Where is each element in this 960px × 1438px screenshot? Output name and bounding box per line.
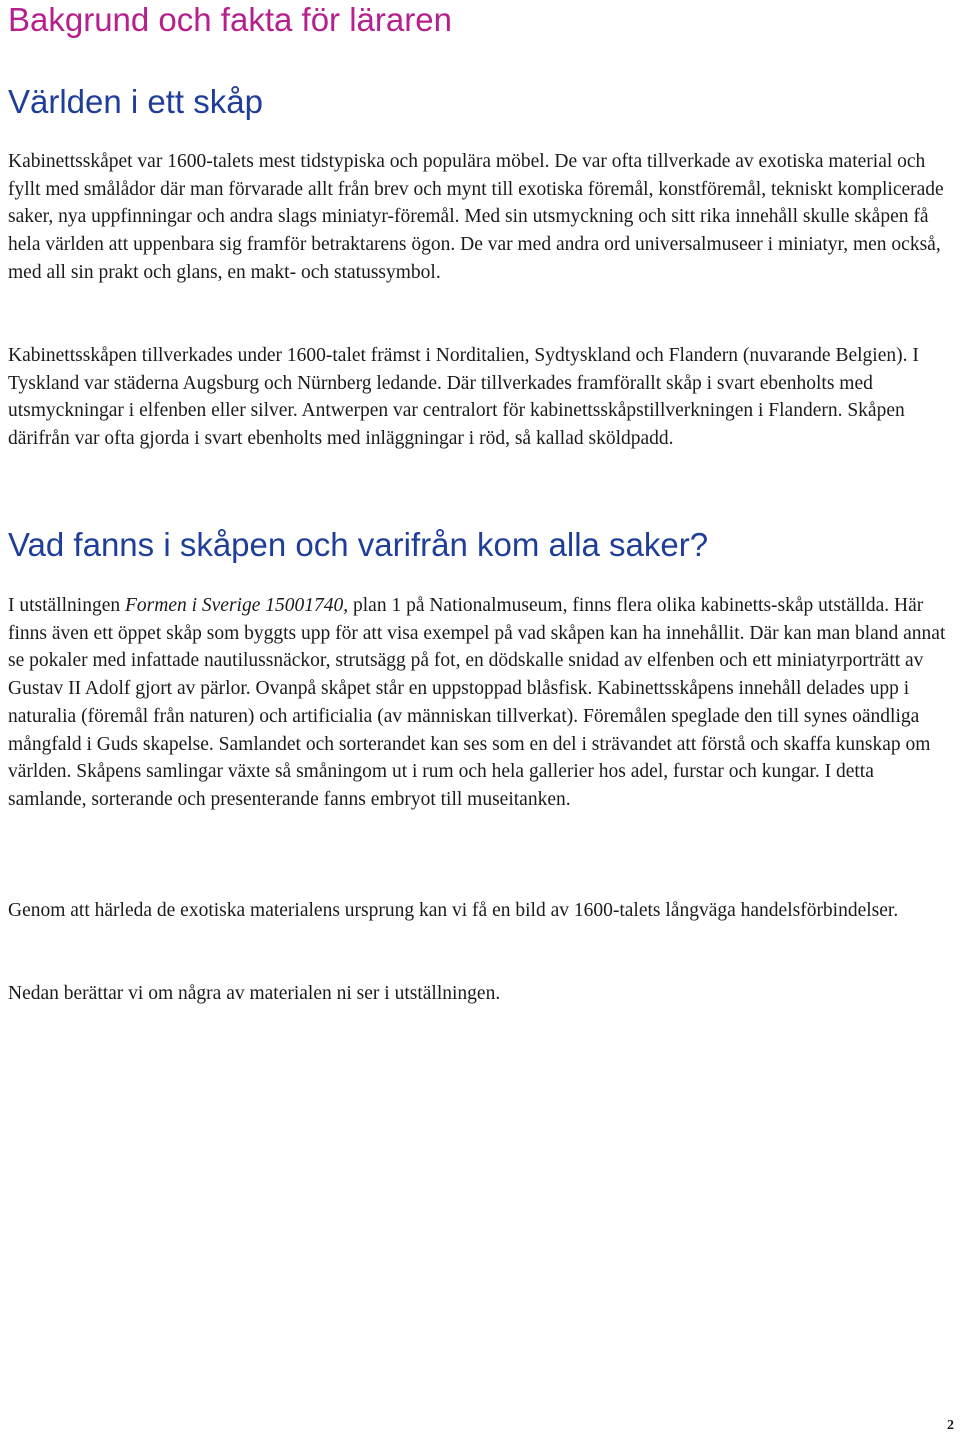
section-heading-vad-fanns: Vad fanns i skåpen och varifrån kom alla saker? — [8, 526, 709, 563]
paragraph-text: I utställningen — [8, 595, 125, 616]
paragraph-tillverkning: Kabinettsskåpen tillverkades under 1600-talet främst i Norditalien, Sydtyskland och Flandern (nuvarande Belgien). I Tyskland var städerna Augsburg och Nürnberg ledande. Där tillverkades framförallt skåp i svart ebenholts med utsmyckningar i elfenben eller silver. Antwerpen var centralort för kabinettsskåpstillverkningen i Flandern. Skåpen därifrån var ofta gjorda i svart ebenholts med inläggningar i röd, så kallad sköldpadd. — [8, 345, 919, 450]
section-heading-varlden: Världen i ett skåp — [8, 83, 263, 120]
exhibition-title: Formen i Sverige 15001740, — [124, 595, 349, 616]
paragraph-nedan: Nedan berättar vi om några av materialen ni ser i utställningen. — [8, 983, 501, 1004]
paragraph-text: plan 1 på Nationalmuseum, finns flera olika kabinetts-skåp utställda. Här finns även ett öppet skåp som byggts upp för att visa exempel på vad skåpen kan ha innehållit. Där kan man bland annat se pokaler med infattade nautilussnäckor, strutsägg på fot, en dödskalle snidad av elfenben och ett miniatyrporträtt av Gustav II Adolf gjort av pärlor. Ovanpå skåpet står en uppstoppad blåsfisk. Kabinettsskåpens innehåll delades upp i naturalia (föremål från naturen) och artificialia (av människan tillverkat). Föremålen speglade den till synes oändliga mångfald i Guds skapelse. Samlandet och sorterandet kan ses som en del i strävandet att förstå och skaffa kunskap om världen. Skåpens samlingar växte så småningom ut i rum och hela gallerier hos adel, furstar och kungar. I detta samlande, sorterande och presenterande fanns embryot till museitanken. — [8, 595, 946, 810]
paragraph-kabinettsskapet: Kabinettsskåpet var 1600-talets mest tidstypiska och populära möbel. De var ofta tillverkade av exotiska material och fyllt med smålådor där man förvarade allt från brev och mynt till exotiska föremål, konstföremål, tekniskt komplicerade saker, nya uppfinningar och andra slags miniatyr-föremål. Med sin utsmyckning och sitt rika innehåll skulle skåpen få hela världen att uppenbara sig framför betraktarens ögon. De var med andra ord universalmuseer i miniatyr, men också, med all sin prakt och glans, en makt- och statussymbol. — [8, 151, 944, 283]
page-title: Bakgrund och fakta för läraren — [8, 1, 452, 38]
paragraph-handel: Genom att härleda de exotiska materialens ursprung kan vi få en bild av 1600-talets långväga handelsförbindelser. — [8, 900, 899, 921]
paragraph-utstallningen — [8, 592, 953, 814]
page-number: 2 — [947, 1418, 954, 1433]
